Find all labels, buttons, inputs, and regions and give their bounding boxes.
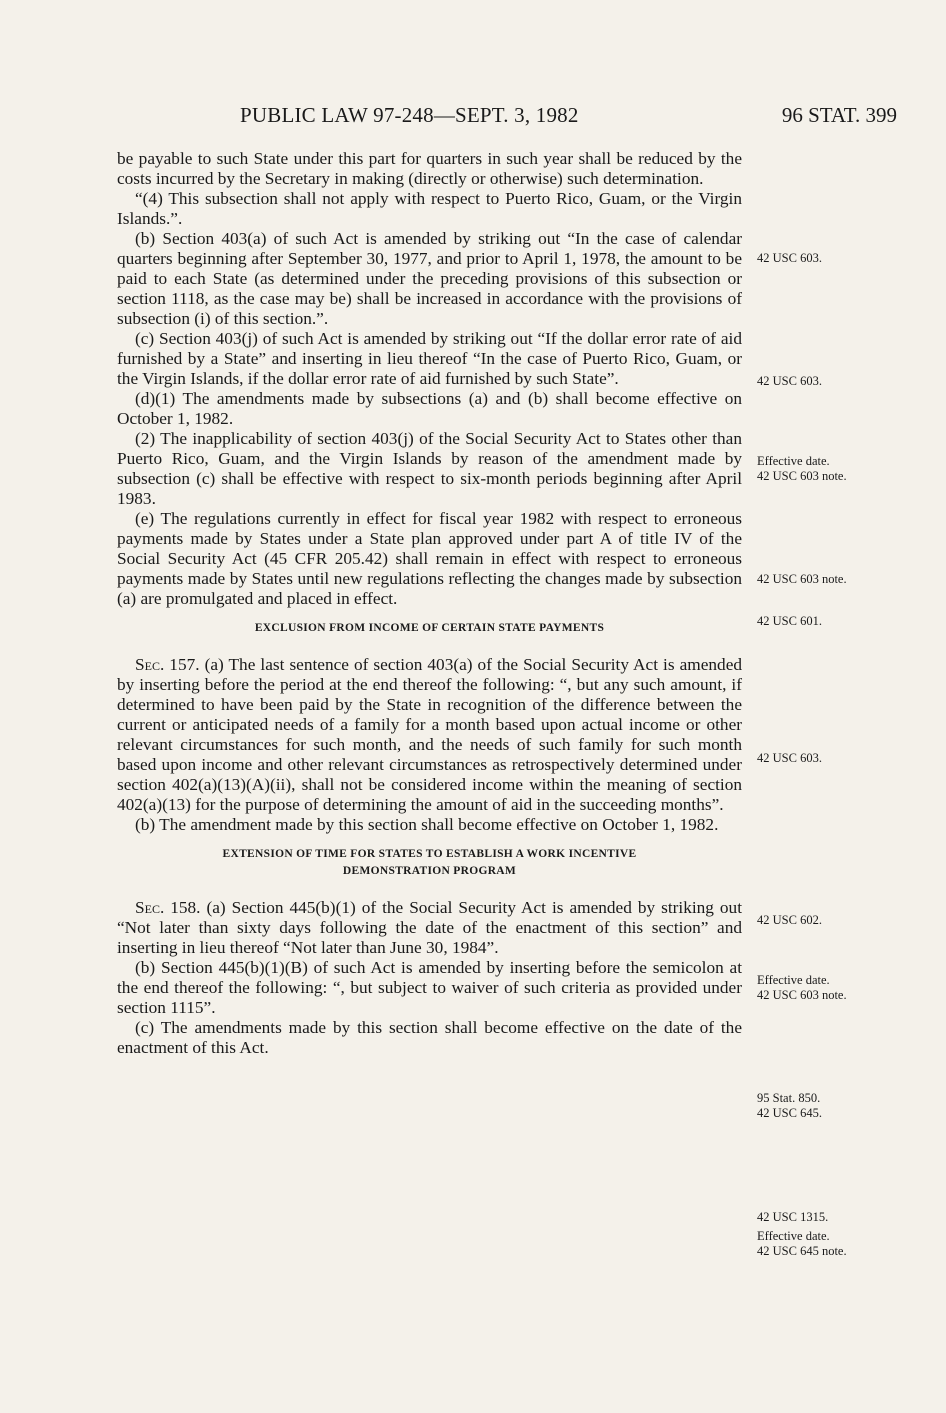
margin-note: 42 USC 602. (757, 913, 822, 927)
section-heading (117, 846, 742, 880)
section-heading-line: EXTENSION OF TIME FOR STATES TO ESTABLISH A WORK INCENTIVE (222, 848, 637, 860)
paragraph: “(4) This subsection shall not apply with respect to Puerto Rico, Guam, or the Virgin Islands.”. (117, 189, 742, 228)
page-header-stat: 96 STAT. 399 (781, 103, 897, 127)
margin-note: 42 USC 603. (757, 751, 822, 765)
paragraph: (d)(1) The amendments made by subsections (a) and (b) shall become effective on October 1, 1982. (117, 389, 742, 428)
margin-note: Effective date. (757, 973, 830, 987)
margin-note: 42 USC 603. (757, 374, 822, 388)
page-header-title: PUBLIC LAW 97-248—SEPT. 3, 1982 (240, 103, 579, 127)
paragraph (117, 898, 742, 958)
margin-note: 42 USC 601. (757, 614, 822, 628)
margin-note: 42 USC 603 note. (757, 572, 847, 586)
paragraph: (b) The amendment made by this section shall become effective on October 1, 1982. (135, 815, 719, 834)
section-heading-line: DEMONSTRATION PROGRAM (342, 865, 517, 877)
paragraph: (c) Section 403(j) of such Act is amended by striking out “If the dollar error rate of aid furnished by a State” and inserting in lieu thereof “In the case of Puerto Rico, Guam, or the Virgin Islands, if the dollar error rate of aid furnished by such State”. (117, 329, 742, 388)
section-label: Sec. (135, 898, 165, 917)
document-body (117, 149, 742, 1058)
margin-note: 42 USC 603. (757, 251, 822, 265)
paragraph: (b) Section 445(b)(1)(B) of such Act is amended by inserting before the semicolon at the end thereof the following: “, but subject to waiver of such criteria as provided under section 1115”. (117, 958, 742, 1017)
section-label: Sec. (135, 655, 165, 674)
paragraph: (2) The inapplicability of section 403(j) of the Social Security Act to States other than Puerto Rico, Guam, and the Virgin Islands by reason of the amendment made by subsection (c) shall be effective with respect to six-month periods beginning after April 1983. (117, 429, 742, 508)
paragraph: be payable to such State under this part for quarters in such year shall be reduced by the costs incurred by the Secretary in making (directly or otherwise) such determination. (117, 149, 742, 188)
margin-note: 42 USC 645 note. (757, 1244, 847, 1258)
margin-note: Effective date. (757, 1229, 830, 1243)
margin-note: 42 USC 1315. (757, 1210, 829, 1224)
paragraph: (e) The regulations currently in effect for fiscal year 1982 with respect to erroneous payments made by States under a State plan approved under part A of title IV of the Social Security Act (45 CFR 205.42) shall remain in effect with respect to erroneous payments made by States until new regulations reflecting the changes made by subsection (a) are promulgated and placed in effect. (117, 509, 742, 608)
paragraph: (c) The amendments made by this section shall become effective on the date of the enactment of this Act. (117, 1018, 742, 1057)
paragraph: (b) Section 403(a) of such Act is amended by striking out “In the case of calendar quarters beginning after September 30, 1977, and prior to April 1, 1978, the amount to be paid to each State (as determined under the preceding provisions of this subsection or section 1118, as the case may be) shall be increased in accordance with the provisions of subsection (i) of this section.”. (117, 229, 742, 328)
paragraph (117, 655, 742, 815)
margin-note: 95 Stat. 850. (757, 1091, 821, 1105)
margin-note: Effective date. (757, 454, 830, 468)
paragraph-text: 157. (a) The last sentence of section 403(a) of the Social Security Act is amended by inserting before the period at the end thereof the following: “, but any such amount, if determined to have been paid by the State in recognition of the difference between the current or anticipated needs of a family for a month based upon actual income or other relevant circumstances for such month, and the needs of such family for such month based upon income and other relevant circumstances as retrospectively determined under section 402(a)(13)(A)(ii), shall not be considered income within the meaning of section 402(a)(13) for the purpose of determining the amount of aid in the succeeding months”. (117, 655, 742, 814)
section-heading: EXCLUSION FROM INCOME OF CERTAIN STATE PAYMENTS (254, 622, 605, 634)
margin-note: 42 USC 645. (757, 1106, 822, 1120)
margin-note: 42 USC 603 note. (757, 988, 847, 1002)
paragraph-text: 158. (a) Section 445(b)(1) of the Social Security Act is amended by striking out “Not later than sixty days following the date of the enactment of this section” and inserting in lieu thereof “Not later than June 30, 1984”. (117, 898, 742, 957)
margin-note: 42 USC 603 note. (757, 469, 847, 483)
